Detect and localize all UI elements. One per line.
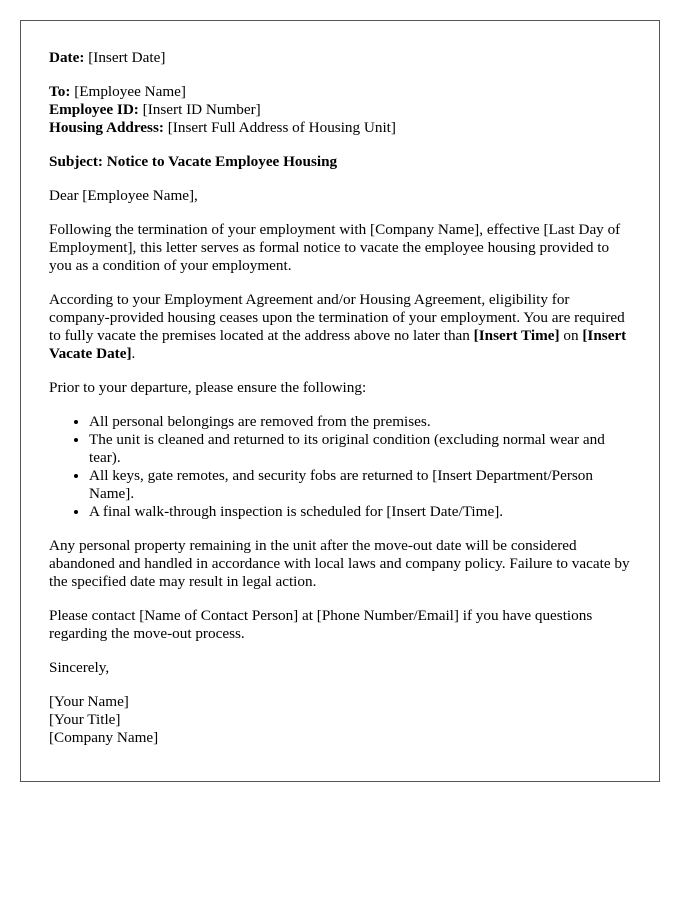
salutation: Dear [Employee Name], (49, 187, 198, 204)
eligibility-text-2: on (559, 327, 583, 344)
list-item: • The unit is cleaned and returned to its original condition (excluding normal wear and tear). (89, 431, 631, 467)
eligibility-text-3: . (131, 345, 136, 362)
vacate-time: [Insert Time] (473, 327, 560, 344)
paragraph-contact: Please contact [Name of Contact Person] at [Phone Number/Email] if you have questions regarding the move-out process. (49, 607, 593, 642)
eligibility-text-1: According to your Employment Agreement and/or Housing Agreement, eligibility for company-provided housing ceases upon the termination of your employment. You are required to fully vacate the premises located at the address above no later than (49, 291, 625, 344)
list-item: • All keys, gate remotes, and security fobs are returned to [Insert Department/Person Name]. (89, 467, 631, 503)
signature-company: [Company Name] (49, 729, 159, 746)
list-item: • All personal belongings are removed from the premises. (89, 413, 631, 431)
vacate-date: [Insert Vacate Date] (49, 327, 627, 362)
housing-address-line (49, 119, 631, 137)
signature-block (49, 693, 631, 747)
letter-document (20, 20, 660, 782)
date-label: Date: (49, 49, 85, 66)
employee-id-value: [Insert ID Number] (138, 101, 261, 118)
list-item: • A final walk-through inspection is scheduled for [Insert Date/Time]. (89, 503, 631, 521)
signature-title: [Your Title] (49, 711, 121, 728)
housing-address-label: Housing Address: (49, 119, 164, 136)
paragraph-eligibility (49, 291, 631, 363)
subject-line (49, 153, 631, 171)
to-label: To: (49, 83, 71, 100)
closing: Sincerely, (49, 659, 110, 676)
housing-address-value: [Insert Full Address of Housing Unit] (163, 119, 396, 136)
date-value: [Insert Date] (84, 49, 166, 66)
signature-name: [Your Name] (49, 693, 129, 710)
to-line (49, 83, 631, 101)
paragraph-prior-departure: Prior to your departure, please ensure the following: (49, 379, 367, 396)
to-value: [Employee Name] (70, 83, 186, 100)
recipient-block (49, 83, 631, 137)
date-line (49, 49, 631, 67)
subject-text: Subject: Notice to Vacate Employee Housing (49, 153, 338, 170)
paragraph-termination: Following the termination of your employment with [Company Name], effective [Last Day of Employment], this letter serves as formal notice to vacate the employee housing provided to you as a condition of your employment. (49, 221, 621, 274)
employee-id-label: Employee ID: (49, 101, 139, 118)
paragraph-abandoned-property: Any personal property remaining in the unit after the move-out date will be considered abandoned and handled in accordance with local laws and company policy. Failure to vacate by the specified date may result in legal action. (49, 537, 630, 590)
employee-id-line (49, 101, 631, 119)
checklist (49, 413, 631, 521)
